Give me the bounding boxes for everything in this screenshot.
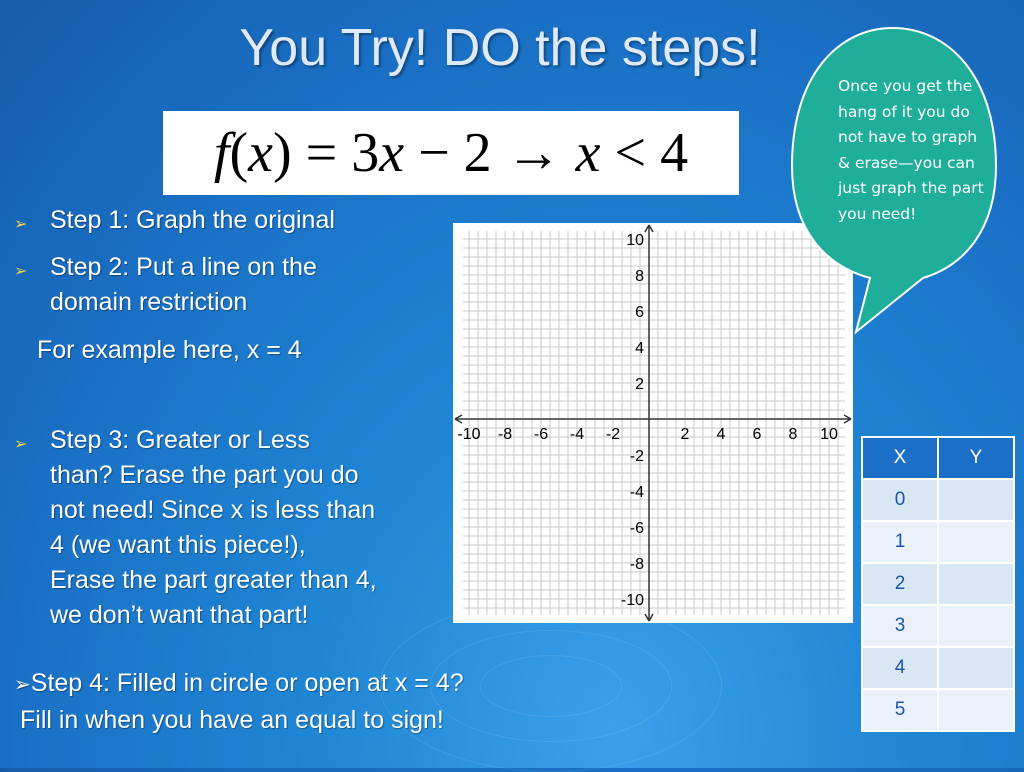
bullet-arrow-icon: ➢ [14, 674, 31, 696]
step-4-line: Step 4: Filled in circle or open at x = 4? [30, 669, 464, 697]
step-3-line: Step 3: Greater or Less [50, 426, 310, 454]
x-cell: 0 [862, 479, 938, 521]
table-row [862, 647, 1014, 689]
x-tick-label: 4 [716, 426, 726, 443]
step-3-line: 4 (we want this piece!), [50, 531, 306, 559]
y-tick-label: -2 [629, 448, 644, 465]
example-text: For example here, x = 4 [37, 336, 302, 364]
slide-title: You Try! DO the steps! [239, 19, 761, 77]
x-tick-label: -6 [533, 426, 549, 443]
y-tick-label: -8 [629, 556, 644, 573]
step-2-line: Step 2: Put a line on the [50, 253, 317, 281]
step-1 [14, 203, 454, 239]
y-tick-label: 4 [635, 340, 644, 357]
step-3-line: Erase the part greater than 4, [50, 566, 377, 594]
formula-equals: = 3 [291, 122, 380, 184]
y-tick-label: 10 [626, 232, 644, 249]
bullet-arrow-icon: ➢ [14, 216, 28, 233]
x-tick-label: -4 [569, 426, 585, 443]
x-tick-label: 10 [820, 426, 838, 443]
table-header: Y [938, 437, 1014, 479]
y-tick-label: -6 [629, 520, 644, 537]
xy-table [861, 436, 1015, 732]
y-tick-label: 8 [635, 268, 644, 285]
y-cell[interactable] [938, 689, 1014, 731]
table-header-row [862, 437, 1014, 479]
table-row [862, 605, 1014, 647]
table-row [862, 689, 1014, 731]
x-tick-label: -2 [605, 426, 621, 443]
step-2 [14, 250, 454, 322]
formula-close: ) [272, 122, 292, 184]
step-1-line: Step 1: Graph the original [50, 206, 335, 234]
x-cell: 3 [862, 605, 938, 647]
x-tick-label: 8 [788, 426, 798, 443]
step-4-line: Fill in when you have an equal to sign! [20, 706, 444, 734]
x-tick-label: 2 [680, 426, 690, 443]
y-cell[interactable] [938, 647, 1014, 689]
y-tick-label: -10 [620, 592, 644, 609]
x-cell: 2 [862, 563, 938, 605]
bullet-arrow-icon: ➢ [14, 263, 28, 280]
step-4 [14, 666, 614, 738]
x-tick-label: -8 [497, 426, 513, 443]
table-row [862, 479, 1014, 521]
y-cell[interactable] [938, 563, 1014, 605]
table-row [862, 521, 1014, 563]
formula-x: x [379, 122, 405, 184]
formula-minus: − 2 → [404, 122, 576, 184]
formula-x: x [248, 122, 273, 184]
step-3-line: we don’t want that part! [50, 601, 309, 629]
x-tick-label: 6 [752, 426, 762, 443]
bullet-arrow-icon: ➢ [14, 436, 28, 453]
y-tick-label: 2 [635, 376, 644, 393]
step-3-line: than? Erase the part you do [50, 461, 359, 489]
callout-text: Once you get the hang of it you do not have to graph & erase—you can just graph the part you need! [838, 77, 984, 223]
y-tick-label: 6 [635, 304, 644, 321]
table-header: X [862, 437, 938, 479]
formula-x: x [575, 122, 601, 184]
formula-f: f [213, 122, 230, 184]
x-cell: 5 [862, 689, 938, 731]
formula-open: ( [229, 122, 249, 184]
step-3-line: not need! Since x is less than [50, 496, 376, 524]
step-2-line: domain restriction [50, 288, 248, 316]
x-tick-label: -10 [457, 426, 481, 443]
step-3 [14, 423, 459, 639]
function-formula [163, 111, 739, 195]
y-cell[interactable] [938, 521, 1014, 563]
x-cell: 1 [862, 521, 938, 563]
table-row [862, 563, 1014, 605]
y-tick-label: -4 [629, 484, 644, 501]
x-cell: 4 [862, 647, 938, 689]
y-cell[interactable] [938, 605, 1014, 647]
y-cell[interactable] [938, 479, 1014, 521]
formula-lt4: < 4 [600, 122, 689, 184]
